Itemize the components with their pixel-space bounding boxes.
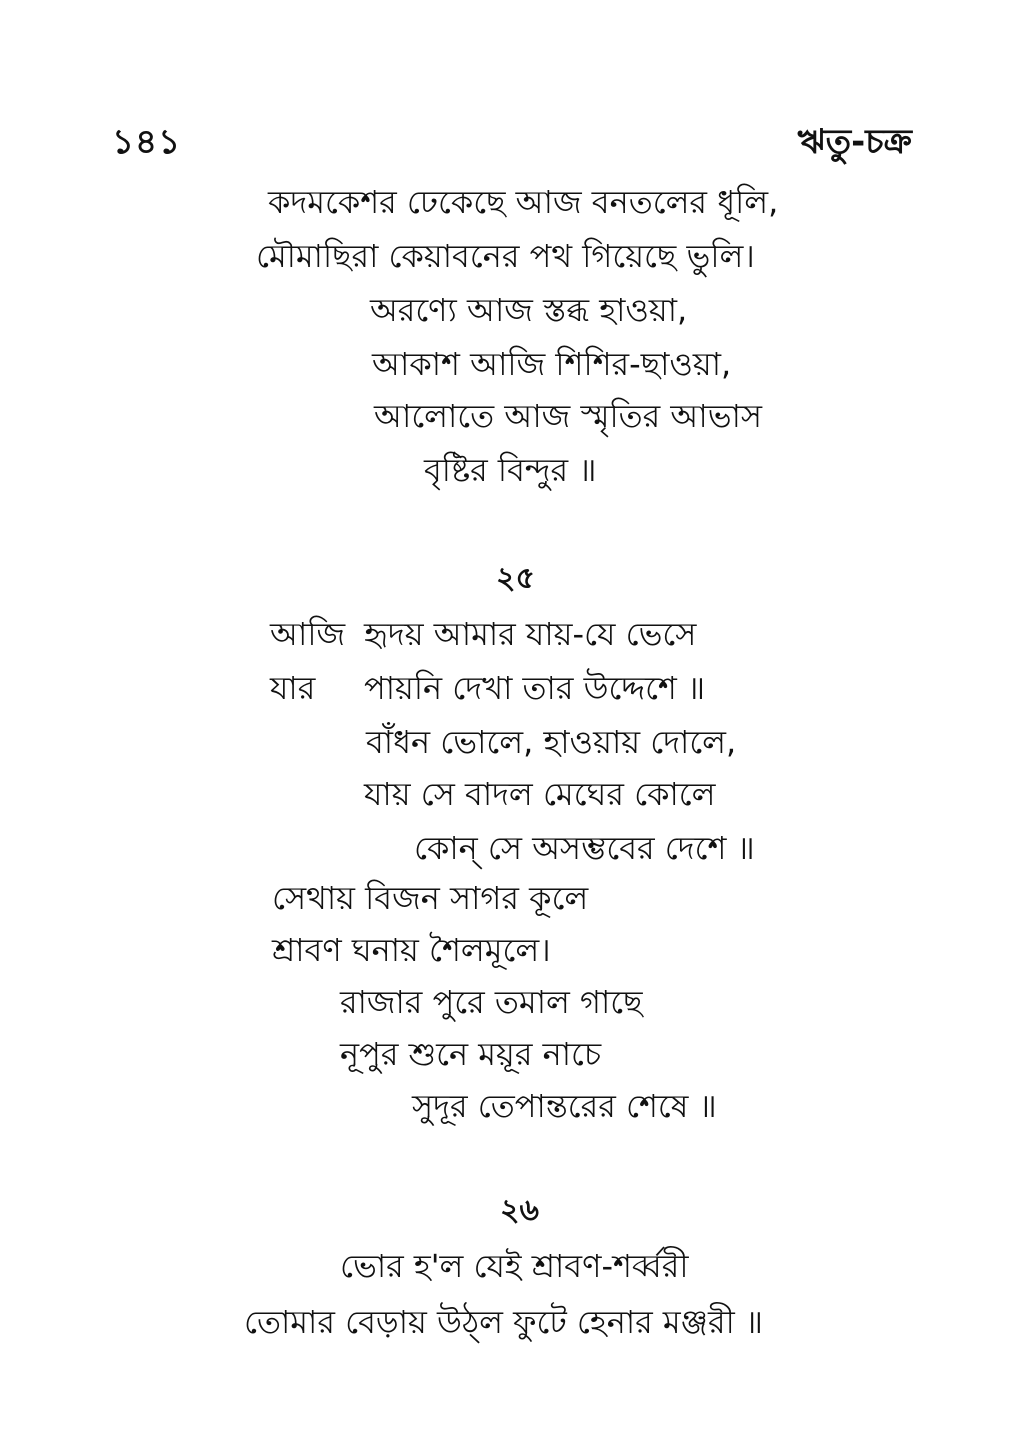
line-text: হৃদয় আমার যায়-যে ভেসে: [364, 615, 697, 653]
song-number: ২৬: [500, 1193, 540, 1228]
poem-line: বাঁধন ভোলে, হাওয়ায় দোলে,: [366, 723, 737, 761]
poem-line: অরণ্যে আজ স্তব্ধ হাওয়া,: [370, 291, 688, 329]
line-prefix: যার: [270, 669, 316, 707]
poem-line: [270, 668, 705, 708]
page-number: ১৪১: [112, 122, 182, 162]
poem-line: ভোর হ'ল যেই শ্রাবণ-শর্ব্বরী: [340, 1247, 689, 1285]
song-number: ২৫: [496, 561, 535, 596]
book-title: ঋতু-চক্র: [797, 122, 912, 162]
poem-line: [270, 614, 696, 654]
poem-line: আলোতে আজ স্মৃতির আভাস: [374, 397, 763, 435]
poem-line: কোন্ সে অসম্ভবের দেশে ॥: [414, 829, 755, 867]
poem-line: নূপুর শুনে ময়ূর নাচে: [340, 1035, 602, 1073]
poem-line: শ্রাবণ ঘনায় শৈলমূলে।: [272, 931, 551, 969]
poem-line: মৌমাছিরা কেয়াবনের পথ গিয়েছে ভুলি।: [256, 237, 755, 275]
poem-line: আকাশ আজি শিশির-ছাওয়া,: [372, 345, 732, 383]
line-prefix: আজি: [270, 615, 346, 653]
line-text: পায়নি দেখা তার উদ্দেশে ॥: [364, 669, 706, 707]
poem-line: সেথায় বিজন সাগর কূলে: [272, 879, 589, 917]
poem-line: যায় সে বাদল মেঘের কোলে: [364, 775, 716, 813]
poem-line: তোমার বেড়ায় উঠ্‌ল ফুটে হেনার মঞ্জরী ॥: [244, 1303, 764, 1341]
poem-line: বৃষ্টির বিন্দুর ॥: [424, 451, 597, 489]
poem-line: সুদূর তেপান্তরের শেষে ॥: [412, 1087, 717, 1125]
poem-line: রাজার পুরে তমাল গাছে: [340, 983, 643, 1021]
poem-line: কদমকেশর ঢেকেছে আজ বনতলের ধূলি,: [268, 183, 779, 221]
